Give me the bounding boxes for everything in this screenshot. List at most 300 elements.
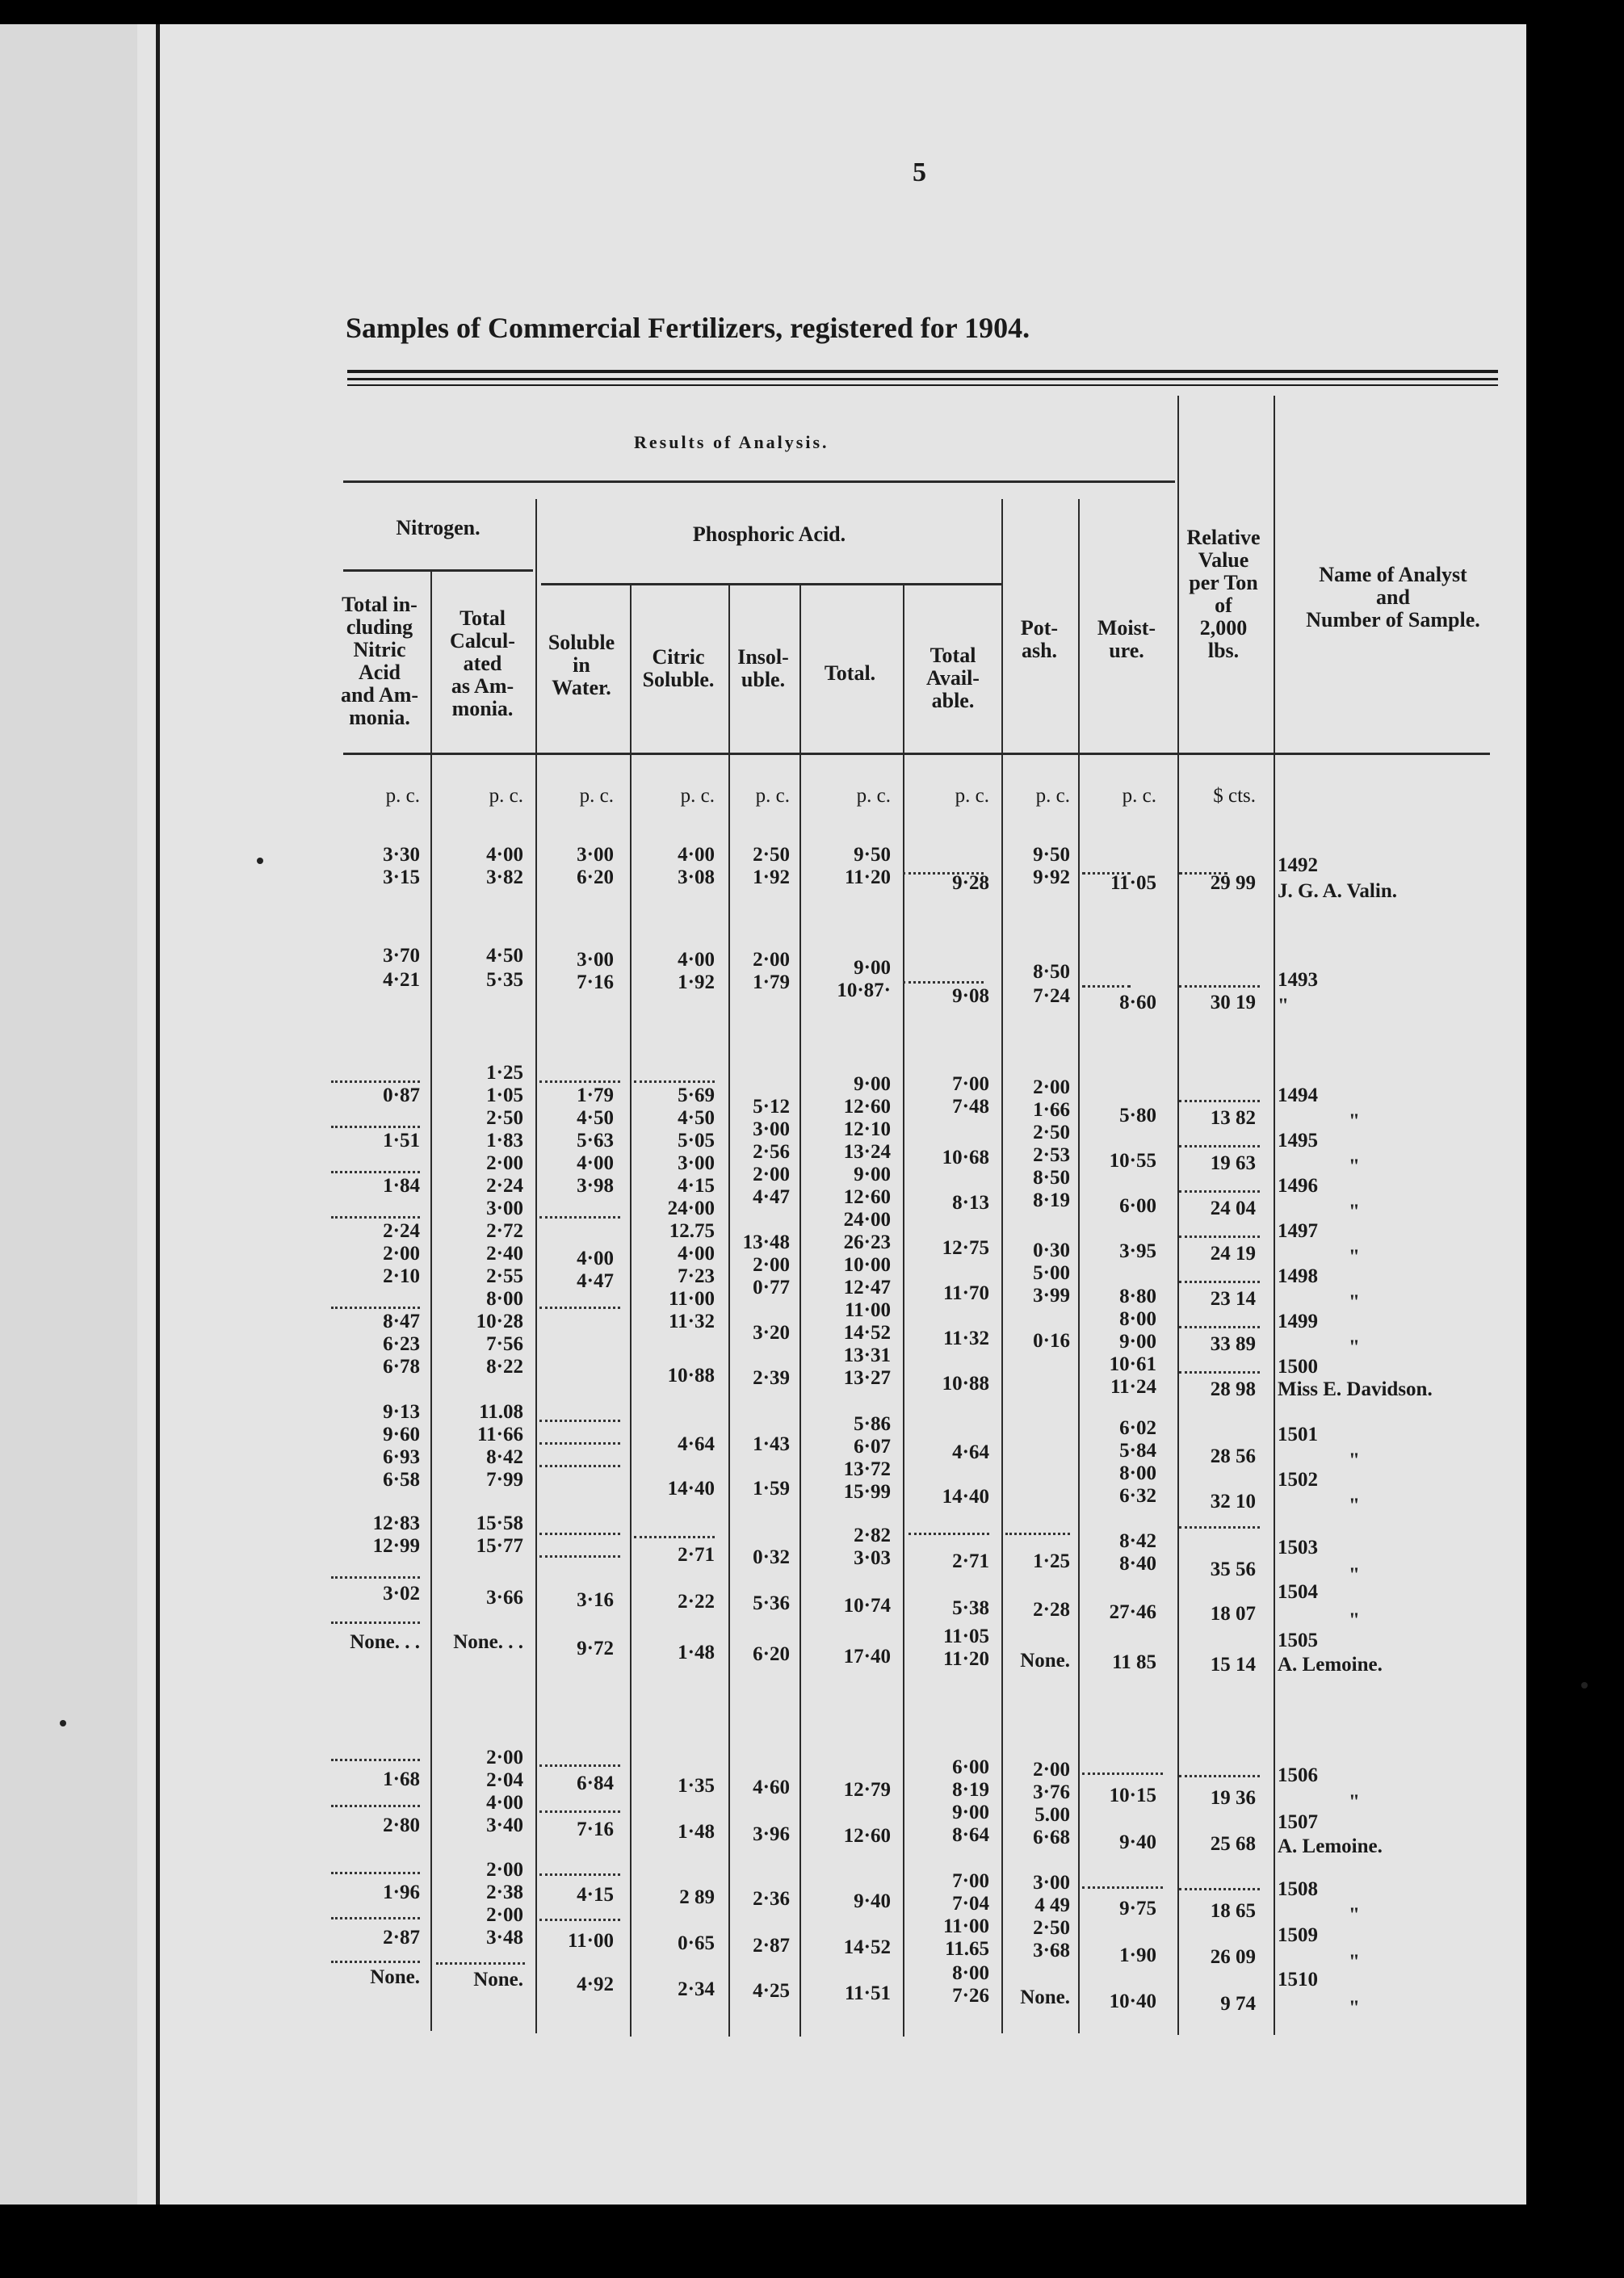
table-cell: 12·60 bbox=[843, 1186, 891, 1208]
table-cell: 9·92 bbox=[1033, 866, 1070, 888]
table-cell: 2·00 bbox=[1033, 1759, 1070, 1781]
table-cell: 2·28 bbox=[1033, 1599, 1070, 1621]
leader-dots bbox=[1179, 1888, 1260, 1890]
nitrogen-group-rule bbox=[343, 569, 533, 572]
table-cell: 7·16 bbox=[577, 971, 614, 993]
table-cell: 11.65 bbox=[945, 1938, 989, 1960]
table-cell: 4·92 bbox=[577, 1974, 614, 1995]
column-divider bbox=[1078, 499, 1080, 2033]
phosphoric-group-rule bbox=[541, 583, 1001, 585]
ditto-mark: " bbox=[1349, 1609, 1360, 1631]
table-cell: 2·72 bbox=[486, 1220, 523, 1242]
table-cell: 1·35 bbox=[678, 1775, 715, 1797]
unit-label: p. c. bbox=[385, 785, 420, 807]
table-cell: 4·00 bbox=[678, 844, 715, 866]
table-cell: 10·68 bbox=[942, 1147, 989, 1168]
table-cell: 2·39 bbox=[753, 1367, 790, 1389]
table-cell: 9·00 bbox=[952, 1802, 989, 1823]
table-cell: 3·00 bbox=[577, 949, 614, 971]
table-cell: 5·84 bbox=[1119, 1440, 1156, 1462]
table-cell: 1·83 bbox=[486, 1130, 523, 1152]
table-cell: 8·64 bbox=[952, 1824, 989, 1846]
table-cell: None. . . bbox=[350, 1631, 420, 1653]
header-available: Total Avail- able. bbox=[926, 644, 980, 712]
ditto-mark: " bbox=[1349, 1201, 1360, 1223]
table-cell: 26·23 bbox=[843, 1231, 891, 1253]
table-cell: 23 14 bbox=[1210, 1288, 1256, 1310]
table-cell: 5·35 bbox=[486, 969, 523, 991]
leader-dots bbox=[331, 1805, 420, 1807]
table-cell: 14·52 bbox=[843, 1322, 891, 1344]
table-cell: 10·55 bbox=[1109, 1150, 1156, 1172]
table-cell: 15·58 bbox=[476, 1512, 523, 1534]
table-cell: 1·92 bbox=[753, 866, 790, 888]
ditto-mark: " bbox=[1349, 1791, 1360, 1813]
table-cell: 11·05 bbox=[943, 1626, 989, 1647]
header-insoluble: Insol- uble. bbox=[737, 645, 789, 691]
table-cell: 3·66 bbox=[486, 1587, 523, 1609]
table-cell: 24 19 bbox=[1210, 1243, 1256, 1265]
ditto-mark: " bbox=[1349, 1291, 1360, 1313]
results-rule bbox=[343, 480, 1175, 483]
table-cell: 5·36 bbox=[753, 1592, 790, 1614]
table-cell: 3·96 bbox=[753, 1823, 790, 1845]
nitrogen-group-header: Nitrogen. bbox=[396, 516, 480, 539]
table-cell: 2·50 bbox=[1033, 1122, 1070, 1143]
table-cell: 8·80 bbox=[1119, 1286, 1156, 1307]
table-cell: 3·70 bbox=[383, 945, 420, 967]
leader-dots bbox=[1179, 1281, 1260, 1283]
table-cell: 2·56 bbox=[753, 1141, 790, 1163]
analyst-cell: 1503 bbox=[1278, 1537, 1318, 1559]
table-cell: 12·75 bbox=[942, 1237, 989, 1259]
table-cell: 4·21 bbox=[383, 969, 420, 991]
table-cell: 1·96 bbox=[383, 1882, 420, 1903]
table-cell: 18 65 bbox=[1210, 1900, 1256, 1922]
leader-dots bbox=[331, 1080, 420, 1083]
table-cell: 1·79 bbox=[577, 1084, 614, 1106]
table-cell: 12·10 bbox=[843, 1118, 891, 1140]
table-cell: 11·24 bbox=[1110, 1376, 1156, 1398]
table-cell: 4·00 bbox=[678, 949, 715, 971]
table-cell: 7·00 bbox=[952, 1870, 989, 1892]
column-divider bbox=[430, 569, 432, 2031]
header-bottom-rule bbox=[343, 753, 1490, 755]
leader-dots bbox=[1179, 1235, 1260, 1238]
table-cell: 4·50 bbox=[486, 945, 523, 967]
table-cell: 35 56 bbox=[1210, 1559, 1256, 1580]
table-cell: 4 49 bbox=[1034, 1894, 1070, 1916]
table-cell: None. bbox=[370, 1966, 420, 1988]
table-cell: 2·00 bbox=[486, 1904, 523, 1926]
table-cell: 9 74 bbox=[1220, 1993, 1256, 2015]
table-cell: 8·00 bbox=[1119, 1308, 1156, 1330]
unit-label: p. c. bbox=[856, 785, 891, 807]
table-cell: 3·02 bbox=[383, 1583, 420, 1605]
table-cell: 6·78 bbox=[383, 1356, 420, 1378]
column-divider bbox=[1001, 499, 1003, 2033]
ditto-mark: " bbox=[1349, 1246, 1360, 1268]
table-cell: 4·00 bbox=[486, 844, 523, 866]
leader-dots bbox=[1005, 1533, 1070, 1535]
analyst-cell: 1494 bbox=[1278, 1084, 1318, 1106]
table-cell: 28 98 bbox=[1210, 1378, 1256, 1400]
table-cell: 2·24 bbox=[486, 1175, 523, 1197]
left-margin bbox=[0, 24, 137, 2205]
leader-dots bbox=[539, 1555, 620, 1558]
table-cell: 7·48 bbox=[952, 1096, 989, 1118]
ditto-mark: " bbox=[1349, 1110, 1360, 1132]
table-cell: 7·99 bbox=[486, 1469, 523, 1491]
table-cell: 11·70 bbox=[943, 1282, 989, 1304]
unit-label: p. c. bbox=[489, 785, 523, 807]
table-cell: 1·79 bbox=[753, 971, 790, 993]
table-cell: 19 63 bbox=[1210, 1152, 1256, 1174]
column-divider bbox=[535, 499, 537, 2033]
table-cell: 2·00 bbox=[486, 1152, 523, 1174]
table-cell: 9·13 bbox=[383, 1401, 420, 1423]
ditto-mark: " bbox=[1349, 1997, 1360, 2019]
analyst-cell: 1500 bbox=[1278, 1356, 1318, 1378]
table-cell: 5·05 bbox=[678, 1130, 715, 1152]
column-divider bbox=[903, 583, 904, 2037]
table-cell: 3·00 bbox=[678, 1152, 715, 1174]
table-cell: 2·71 bbox=[952, 1550, 989, 1572]
table-cell: 4·47 bbox=[577, 1270, 614, 1292]
leader-dots bbox=[903, 981, 984, 984]
table-cell: 8·19 bbox=[1033, 1189, 1070, 1211]
leader-dots bbox=[331, 1621, 420, 1624]
header-relative-value: Relative Value per Ton of 2,000 lbs. bbox=[1186, 526, 1261, 662]
table-cell: 3·00 bbox=[1033, 1872, 1070, 1894]
table-cell: 9·28 bbox=[952, 872, 989, 894]
leader-dots bbox=[539, 1873, 620, 1876]
table-cell: 3·16 bbox=[577, 1589, 614, 1611]
table-cell: None. bbox=[1020, 1650, 1070, 1672]
table-cell: 11·20 bbox=[845, 866, 891, 888]
analyst-cell: 1498 bbox=[1278, 1265, 1318, 1287]
table-cell: 8·19 bbox=[952, 1779, 989, 1801]
table-cell: 3·15 bbox=[383, 866, 420, 888]
analyst-cell: 1504 bbox=[1278, 1581, 1318, 1603]
table-cell: None. bbox=[1020, 1986, 1070, 2008]
table-cell: 13·31 bbox=[843, 1345, 891, 1366]
table-cell: 12·83 bbox=[372, 1512, 420, 1534]
ditto-mark: " bbox=[1349, 1336, 1360, 1358]
table-cell: 1·25 bbox=[486, 1062, 523, 1084]
table-cell: 7·04 bbox=[952, 1893, 989, 1915]
table-cell: None. . . bbox=[453, 1631, 523, 1653]
table-cell: 5·69 bbox=[678, 1084, 715, 1106]
analyst-cell: Miss E. Davidson. bbox=[1278, 1378, 1433, 1400]
table-cell: 9·00 bbox=[854, 957, 891, 979]
analyst-cell: 1501 bbox=[1278, 1424, 1318, 1445]
table-cell: 3·99 bbox=[1033, 1285, 1070, 1307]
column-divider bbox=[728, 583, 730, 2037]
table-cell: 0·32 bbox=[753, 1546, 790, 1568]
leader-dots bbox=[1179, 1326, 1260, 1328]
table-cell: 10·40 bbox=[1109, 1991, 1156, 2012]
leader-dots bbox=[436, 1962, 525, 1965]
header-analyst: Name of Analyst and Number of Sample. bbox=[1306, 563, 1480, 631]
table-cell: 13·72 bbox=[843, 1458, 891, 1480]
column-divider bbox=[1177, 396, 1179, 2035]
header-total: Total. bbox=[824, 661, 876, 685]
table-cell: 0·87 bbox=[383, 1084, 420, 1106]
table-cell: 11·00 bbox=[568, 1930, 614, 1952]
table-cell: 4·50 bbox=[577, 1107, 614, 1129]
table-cell: 8·22 bbox=[486, 1356, 523, 1378]
ditto-mark: " bbox=[1349, 1495, 1360, 1517]
table-cell: 2·38 bbox=[486, 1882, 523, 1903]
table-cell: 13 82 bbox=[1210, 1107, 1256, 1129]
table-cell: 2·10 bbox=[383, 1265, 420, 1287]
table-cell: 0·65 bbox=[678, 1932, 715, 1954]
ditto-mark: " bbox=[1349, 1156, 1360, 1177]
table-cell: 4·15 bbox=[577, 1884, 614, 1906]
table-cell: 2·87 bbox=[383, 1927, 420, 1949]
table-cell: 15·77 bbox=[476, 1535, 523, 1557]
leader-dots bbox=[539, 1442, 620, 1445]
table-cell: 10·88 bbox=[667, 1365, 715, 1387]
table-cell: 3·82 bbox=[486, 866, 523, 888]
leader-dots bbox=[539, 1216, 620, 1219]
table-cell: 2·22 bbox=[678, 1591, 715, 1613]
table-cell: 2·53 bbox=[1033, 1144, 1070, 1166]
unit-label: p. c. bbox=[955, 785, 989, 807]
table-cell: 6·93 bbox=[383, 1446, 420, 1468]
table-cell: 2·50 bbox=[486, 1107, 523, 1129]
table-cell: 6·20 bbox=[753, 1643, 790, 1665]
table-cell: 15·99 bbox=[843, 1481, 891, 1503]
table-cell: 4·47 bbox=[753, 1186, 790, 1208]
table-cell: 2·00 bbox=[753, 1254, 790, 1276]
analyst-cell: 1492 bbox=[1278, 854, 1318, 876]
unit-label: p. c. bbox=[1035, 785, 1070, 807]
table-cell: 12·47 bbox=[843, 1277, 891, 1298]
analyst-cell: 1495 bbox=[1278, 1130, 1318, 1152]
table-cell: 13·48 bbox=[742, 1231, 790, 1253]
margin-speck bbox=[257, 858, 263, 864]
table-cell: 24 04 bbox=[1210, 1198, 1256, 1219]
table-cell: 7·26 bbox=[952, 1985, 989, 2007]
leader-dots bbox=[539, 1080, 620, 1083]
table-cell: 12·99 bbox=[372, 1535, 420, 1557]
table-cell: 6·58 bbox=[383, 1469, 420, 1491]
table-cell: 9·75 bbox=[1119, 1898, 1156, 1919]
table-cell: 3·00 bbox=[753, 1118, 790, 1140]
table-cell: 5·00 bbox=[1033, 1262, 1070, 1284]
table-cell: 2·80 bbox=[383, 1814, 420, 1836]
table-cell: 14·40 bbox=[942, 1486, 989, 1508]
table-cell: 24·00 bbox=[843, 1209, 891, 1231]
table-cell: 33 89 bbox=[1210, 1333, 1256, 1355]
analyst-cell: A. Lemoine. bbox=[1278, 1654, 1383, 1676]
analyst-cell: 1510 bbox=[1278, 1969, 1318, 1991]
ditto-mark: " bbox=[1349, 1951, 1360, 1973]
leader-dots bbox=[331, 1759, 420, 1761]
table-cell: 5.00 bbox=[1034, 1804, 1070, 1826]
table-cell: 13·24 bbox=[843, 1141, 891, 1163]
table-cell: 11·20 bbox=[943, 1648, 989, 1670]
table-cell: 8·13 bbox=[952, 1192, 989, 1214]
leader-dots bbox=[909, 1533, 989, 1535]
table-cell: 2·24 bbox=[383, 1220, 420, 1242]
table-cell: 8·00 bbox=[952, 1962, 989, 1984]
table-cell: 6·23 bbox=[383, 1333, 420, 1355]
title-rule-top bbox=[347, 370, 1498, 373]
phosphoric-group-header: Phosphoric Acid. bbox=[692, 522, 846, 546]
table-cell: 18 07 bbox=[1210, 1603, 1256, 1625]
column-divider bbox=[1274, 396, 1275, 2035]
table-cell: 2·87 bbox=[753, 1935, 790, 1957]
table-cell: 1·25 bbox=[1033, 1550, 1070, 1572]
column-divider bbox=[630, 583, 632, 2037]
header-soluble: Soluble in Water. bbox=[548, 631, 615, 699]
table-cell: 8·00 bbox=[486, 1288, 523, 1310]
table-cell: 4·64 bbox=[678, 1433, 715, 1455]
table-cell: 3·20 bbox=[753, 1322, 790, 1344]
table-cell: 8·42 bbox=[486, 1446, 523, 1468]
table-cell: 3·48 bbox=[486, 1927, 523, 1949]
table-cell: 5·38 bbox=[952, 1597, 989, 1619]
table-cell: 5·63 bbox=[577, 1130, 614, 1152]
table-cell: 10·87· bbox=[837, 980, 891, 1001]
table-cell: 0·77 bbox=[753, 1277, 790, 1298]
table-cell: 8·00 bbox=[1119, 1462, 1156, 1484]
table-cell: 8·42 bbox=[1119, 1530, 1156, 1552]
table-cell: 11·00 bbox=[845, 1299, 891, 1321]
table-cell: 10·74 bbox=[843, 1595, 891, 1617]
table-cell: 10·28 bbox=[476, 1311, 523, 1332]
table-cell: 3·98 bbox=[577, 1175, 614, 1197]
table-cell: 28 56 bbox=[1210, 1445, 1256, 1467]
table-cell: 13·27 bbox=[843, 1367, 891, 1389]
table-cell: 8·40 bbox=[1119, 1553, 1156, 1575]
table-cell: 2·00 bbox=[1033, 1076, 1070, 1098]
margin-speck bbox=[60, 1720, 66, 1726]
table-cell: 5·86 bbox=[854, 1413, 891, 1435]
table-cell: 24·00 bbox=[667, 1198, 715, 1219]
analyst-cell: 1496 bbox=[1278, 1175, 1318, 1197]
table-cell: 1·68 bbox=[383, 1768, 420, 1790]
leader-dots bbox=[539, 1465, 620, 1467]
table-cell: 2·00 bbox=[753, 949, 790, 971]
table-cell: 4·15 bbox=[678, 1175, 715, 1197]
analyst-cell: 1499 bbox=[1278, 1311, 1318, 1332]
margin-speck bbox=[1581, 1682, 1588, 1689]
leader-dots bbox=[1082, 1772, 1163, 1775]
table-cell: 12·60 bbox=[843, 1825, 891, 1847]
table-cell: 0·30 bbox=[1033, 1240, 1070, 1261]
analyst-cell: 1507 bbox=[1278, 1811, 1318, 1833]
table-cell: 4·64 bbox=[952, 1441, 989, 1463]
table-cell: 12·79 bbox=[843, 1779, 891, 1801]
ditto-mark: " bbox=[1349, 1564, 1360, 1586]
table-cell: 3·08 bbox=[678, 866, 715, 888]
table-cell: 11·00 bbox=[669, 1288, 715, 1310]
ditto-mark: " bbox=[1349, 1904, 1360, 1926]
table-cell: 1·51 bbox=[383, 1130, 420, 1152]
table-cell: 6·00 bbox=[952, 1756, 989, 1778]
leader-dots bbox=[634, 1536, 715, 1538]
header-nitrogen-ammonia: Total Calcul- ated as Am- monia. bbox=[450, 606, 515, 720]
table-cell: 6·84 bbox=[577, 1772, 614, 1794]
table-cell: 3·03 bbox=[854, 1547, 891, 1569]
table-cell: 2·55 bbox=[486, 1265, 523, 1287]
table-cell: 11·00 bbox=[943, 1915, 989, 1937]
table-cell: 2·50 bbox=[753, 844, 790, 866]
unit-label: p. c. bbox=[680, 785, 715, 807]
page-number: 5 bbox=[913, 157, 926, 187]
leader-dots bbox=[1082, 985, 1131, 988]
table-cell: 9·40 bbox=[1119, 1831, 1156, 1853]
table-cell: 3·76 bbox=[1033, 1781, 1070, 1803]
table-cell: 3·40 bbox=[486, 1814, 523, 1836]
table-cell: 9·50 bbox=[1033, 844, 1070, 866]
table-cell: 9·60 bbox=[383, 1424, 420, 1445]
leader-dots bbox=[1179, 1526, 1260, 1529]
table-cell: 6·20 bbox=[577, 866, 614, 888]
table-cell: 4·00 bbox=[577, 1248, 614, 1269]
ditto-mark: " bbox=[1349, 1449, 1360, 1471]
table-cell: 2·04 bbox=[486, 1769, 523, 1791]
leader-dots bbox=[539, 1764, 620, 1767]
header-citric: Citric Soluble. bbox=[642, 645, 715, 691]
unit-label: p. c. bbox=[579, 785, 614, 807]
table-cell: 9·08 bbox=[952, 985, 989, 1007]
table-cell: 4·60 bbox=[753, 1777, 790, 1798]
table-cell: 11 85 bbox=[1112, 1651, 1156, 1673]
table-cell: 6·68 bbox=[1033, 1827, 1070, 1848]
table-cell: 2·71 bbox=[678, 1544, 715, 1566]
analyst-cell: 1509 bbox=[1278, 1924, 1318, 1946]
table-cell: 11·51 bbox=[845, 1982, 891, 2004]
title-rule-bottom bbox=[347, 378, 1498, 380]
table-cell: 0·16 bbox=[1033, 1330, 1070, 1352]
table-cell: 27·46 bbox=[1109, 1601, 1156, 1623]
unit-label: $ cts. bbox=[1213, 785, 1256, 807]
analyst-cell: " bbox=[1278, 995, 1289, 1017]
fold-line bbox=[156, 24, 160, 2205]
table-cell: 6·07 bbox=[854, 1436, 891, 1458]
table-cell: 1·43 bbox=[753, 1433, 790, 1455]
unit-label: p. c. bbox=[1122, 785, 1156, 807]
leader-dots bbox=[539, 1420, 620, 1422]
table-cell: 11·32 bbox=[669, 1311, 715, 1332]
leader-dots bbox=[331, 1307, 420, 1309]
table-cell: 14·40 bbox=[667, 1478, 715, 1500]
table-cell: 4·00 bbox=[577, 1152, 614, 1174]
leader-dots bbox=[1179, 1775, 1260, 1777]
page bbox=[137, 24, 1526, 2205]
leader-dots bbox=[539, 1307, 620, 1309]
table-cell: 9·50 bbox=[854, 844, 891, 866]
table-cell: 7·56 bbox=[486, 1333, 523, 1355]
table-cell: 14·52 bbox=[843, 1936, 891, 1958]
table-cell: 9·00 bbox=[854, 1073, 891, 1095]
table-cell: 10·61 bbox=[1109, 1353, 1156, 1375]
leader-dots bbox=[331, 1872, 420, 1874]
table-cell: 4·00 bbox=[678, 1243, 715, 1265]
analyst-cell: A. Lemoine. bbox=[1278, 1835, 1383, 1857]
table-cell: 2·00 bbox=[486, 1747, 523, 1768]
table-cell: 4·50 bbox=[678, 1107, 715, 1129]
table-cell: 1·59 bbox=[753, 1478, 790, 1500]
table-cell: 7·16 bbox=[577, 1819, 614, 1840]
table-cell: 7·23 bbox=[678, 1265, 715, 1287]
leader-dots bbox=[1179, 1190, 1260, 1193]
